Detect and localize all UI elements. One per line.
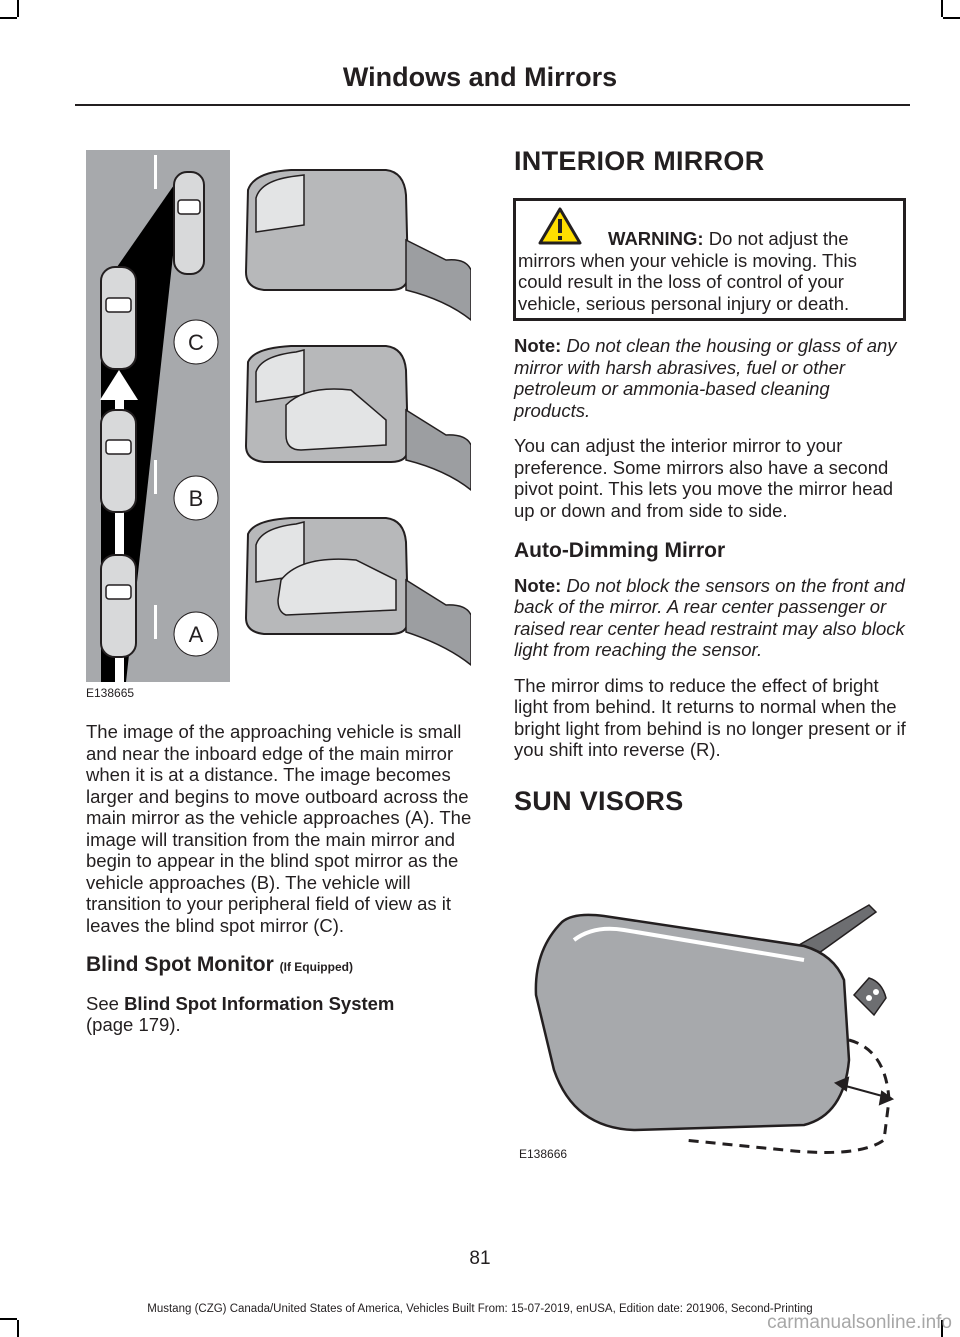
warning-text: Do not adjust the mirrors when your vehicle is moving. This could result in the loss of control of your vehicle, serious personal injury or death. <box>518 228 857 314</box>
crop-mark <box>17 0 19 17</box>
sun-visor-figure <box>514 900 906 1162</box>
crop-mark <box>0 1318 17 1320</box>
note-text: Do not block the sensors on the front and back of the mirror. A rear center passenger or raised rear center head restraint may also block light from reaching the sensor. <box>514 574 905 660</box>
note-label: Note: <box>514 335 562 356</box>
bsm-heading: Blind Spot Monitor <box>86 953 274 976</box>
watermark: carmanualsonline.info <box>767 1312 952 1333</box>
figure-id-right: E138666 <box>519 1147 568 1161</box>
note-sensors <box>514 575 909 661</box>
crop-mark <box>0 17 17 19</box>
auto-dimming-heading: Auto-Dimming Mirror <box>514 539 726 562</box>
adjust-paragraph: You can adjust the interior mirror to your preference. Some mirrors also have a second pivot point. This lets you move the mirror head up or down and from side to side. <box>514 435 894 521</box>
figure-id-left: E138665 <box>86 686 135 700</box>
crop-mark <box>943 17 960 19</box>
see-reference <box>86 993 476 1036</box>
see-page: (page 179). <box>86 1014 181 1035</box>
mirror-description-paragraph: The image of the approaching vehicle is small and near the inboard edge of the main mirror when it is at a distance. The image becomes larger and begins to move outboard across the main mirror as the vehicle approaches (A). The image will transition from the main mirror and begin to appear in the blind spot mirror as the vehicle approaches (B). The vehicle will transition to your peripheral field of view as it leaves the blind spot mirror (C). <box>86 721 472 936</box>
note-text: Do not clean the housing or glass of any mirror with harsh abrasives, fuel or other petroleum or ammonia-based cleaning products. <box>514 335 897 421</box>
bsm-heading-block <box>86 954 476 979</box>
bsm-equipped-tag: (If Equipped) <box>279 960 353 974</box>
figure-label-a: A <box>188 622 204 647</box>
crop-mark <box>17 1320 19 1337</box>
warning-box <box>513 198 906 321</box>
note-cleaning <box>514 335 909 421</box>
blind-spot-illustration <box>86 150 471 682</box>
header-rule <box>75 104 910 106</box>
figure-label-c: C <box>188 330 204 355</box>
sun-visors-heading: SUN VISORS <box>514 785 684 816</box>
see-prefix: See <box>86 992 119 1014</box>
note-label: Note: <box>514 574 562 596</box>
page-number: 81 <box>469 1248 491 1269</box>
page-header-title: Windows and Mirrors <box>342 62 618 92</box>
interior-mirror-heading: INTERIOR MIRROR <box>514 146 765 176</box>
dimming-paragraph: The mirror dims to reduce the effect of bright light from behind. It returns to normal when the bright light from behind is no longer present or if you shift into reverse (R). <box>514 674 906 760</box>
warning-label: WARNING: <box>608 228 704 249</box>
figure-label-b: B <box>188 486 204 511</box>
footer-text: Mustang (CZG) Canada/United States of America, Vehicles Built From: 15-07-2019, enUSA, Edition date: 201906, Second-Printing <box>147 1303 813 1315</box>
warning-paragraph <box>518 228 906 314</box>
sun-visor-illustration <box>514 900 906 1162</box>
crop-mark <box>941 0 943 17</box>
bsis-link[interactable]: Blind Spot Information System <box>124 992 395 1014</box>
blind-spot-figure <box>86 150 471 682</box>
